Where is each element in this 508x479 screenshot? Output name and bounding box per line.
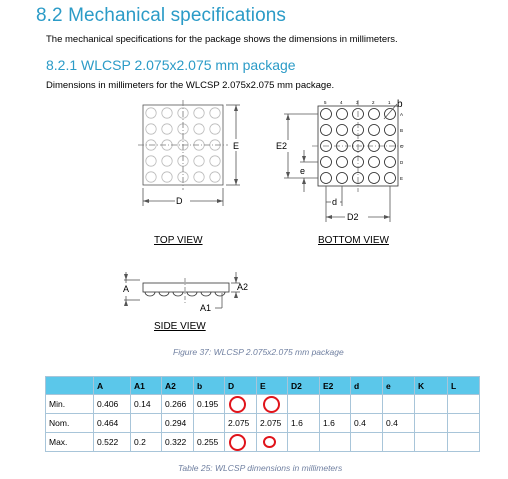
dimensions-table: [45, 376, 480, 452]
red-circle-annotation: [263, 396, 280, 413]
table-cell: [448, 395, 480, 414]
table-header-cell: E: [257, 377, 288, 395]
table-cell: [415, 395, 448, 414]
table-cell: [320, 395, 351, 414]
dim-label-A1: A1: [200, 303, 212, 313]
table-header-cell: A1: [131, 377, 162, 395]
table-header-cell: D2: [288, 377, 320, 395]
table-header-row: [46, 377, 480, 395]
dim-label-E2: E2: [276, 141, 288, 151]
table-cell: [383, 395, 415, 414]
ball-row-letter: C: [400, 144, 404, 149]
table-cell: [448, 433, 480, 452]
table-header-cell: d: [351, 377, 383, 395]
side-view-label: SIDE VIEW: [154, 321, 206, 332]
dim-label-e: e: [300, 166, 306, 176]
table-header-cell: D: [225, 377, 257, 395]
dim-label-b: b: [397, 99, 403, 110]
table-cell: 0.255: [194, 433, 225, 452]
table-cell: [194, 414, 225, 433]
table-cell: 0.464: [94, 414, 131, 433]
table-cell: [131, 414, 162, 433]
table-cell: 0.406: [94, 395, 131, 414]
table-cell: 0.195: [194, 395, 225, 414]
table-cell: 0.522: [94, 433, 131, 452]
section-intro: The mechanical specifications for the package shows the dimensions in millimeters.: [46, 34, 398, 45]
table-row: [46, 433, 480, 452]
table-header-cell: L: [448, 377, 480, 395]
dim-label-D2: D2: [347, 212, 359, 222]
table-cell: [383, 433, 415, 452]
table-cell: 1.6: [288, 414, 320, 433]
table-cell: 1.6: [320, 414, 351, 433]
table-header-cell: [46, 377, 94, 395]
table-header-cell: A2: [162, 377, 194, 395]
row-label: Max.: [46, 433, 94, 452]
ball-row-letter: A: [400, 112, 404, 117]
dim-label-A: A: [123, 284, 130, 294]
table-header-cell: e: [383, 377, 415, 395]
table-cell: 2.075: [257, 414, 288, 433]
row-label: Nom.: [46, 414, 94, 433]
row-label: Min.: [46, 395, 94, 414]
table-cell: 0.266: [162, 395, 194, 414]
red-circle-annotation: [263, 436, 276, 448]
ball-row-letter: D: [400, 160, 404, 165]
table-cell: 0.14: [131, 395, 162, 414]
table-cell: [225, 395, 257, 414]
subsection-intro: Dimensions in millimeters for the WLCSP 2.075x2.075 mm package.: [46, 80, 335, 91]
section-heading: 8.2 Mechanical specifications: [36, 5, 287, 26]
table-row: [46, 414, 480, 433]
table-cell: [351, 433, 383, 452]
figure-caption: Figure 37: WLCSP 2.075x2.075 mm package: [173, 347, 344, 357]
table-cell: [225, 433, 257, 452]
table-caption: Table 25: WLCSP dimensions in millimeters: [178, 463, 343, 473]
table-cell: [351, 395, 383, 414]
table-row: [46, 395, 480, 414]
table-cell: [320, 433, 351, 452]
ball-column-number: 5: [324, 100, 327, 105]
dim-label-D: D: [176, 196, 183, 206]
table-cell: [415, 414, 448, 433]
table-cell: 0.4: [383, 414, 415, 433]
table-cell: 0.322: [162, 433, 194, 452]
ball-row-letter: E: [400, 176, 404, 181]
table-cell: [448, 414, 480, 433]
table-cell: 0.294: [162, 414, 194, 433]
table-cell: 2.075: [225, 414, 257, 433]
dim-label-E: E: [233, 141, 240, 151]
dim-label-d: d: [332, 197, 338, 207]
table-header-cell: E2: [320, 377, 351, 395]
ball-column-number: 4: [340, 100, 343, 105]
red-circle-annotation: [229, 434, 246, 451]
ball-column-number: 3: [356, 100, 359, 105]
table-header-cell: A: [94, 377, 131, 395]
bottom-view-label: BOTTOM VIEW: [318, 235, 389, 246]
table-cell: [257, 395, 288, 414]
ball-row-letter: B: [400, 128, 404, 133]
table-cell: [257, 433, 288, 452]
ball-column-number: 1: [388, 100, 391, 105]
table-header-cell: b: [194, 377, 225, 395]
red-circle-annotation: [229, 396, 246, 413]
table-cell: 0.2: [131, 433, 162, 452]
table-cell: 0.4: [351, 414, 383, 433]
dim-label-A2: A2: [237, 282, 249, 292]
table-cell: [415, 433, 448, 452]
table-cell: [288, 433, 320, 452]
subsection-heading: 8.2.1 WLCSP 2.075x2.075 mm package: [46, 57, 296, 73]
table-header-cell: K: [415, 377, 448, 395]
table-cell: [288, 395, 320, 414]
top-view-label: TOP VIEW: [154, 235, 203, 246]
ball-column-number: 2: [372, 100, 375, 105]
